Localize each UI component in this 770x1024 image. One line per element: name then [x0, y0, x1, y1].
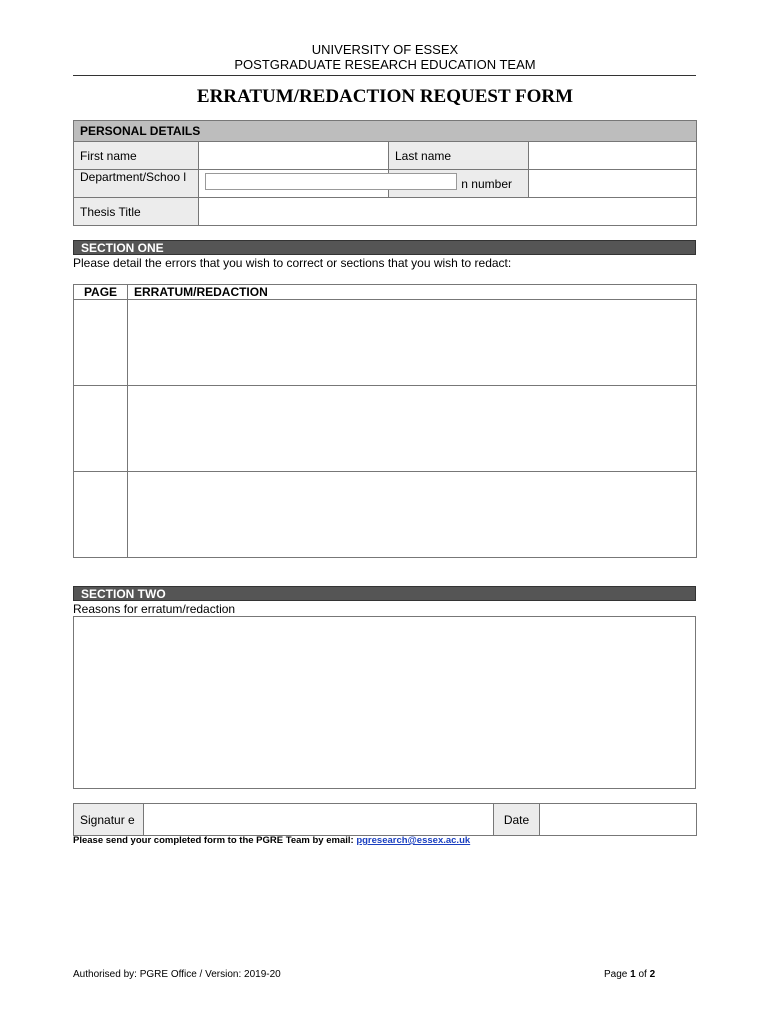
submission-note [73, 835, 470, 846]
header-divider [73, 75, 696, 76]
personal-details-heading: PERSONAL DETAILS [74, 121, 697, 142]
reasons-textarea[interactable] [73, 616, 696, 789]
section-two-instructions: Reasons for erratum/redaction [73, 602, 236, 616]
thesis-title-field[interactable] [199, 198, 697, 226]
page-prefix: Page [604, 969, 631, 980]
email-link[interactable]: pgresearch@essex.ac.uk [356, 835, 471, 846]
signature-field[interactable] [144, 804, 494, 836]
form-title: ERRATUM/REDACTION REQUEST FORM [196, 86, 574, 107]
department-label: Department/Schoo l [74, 170, 199, 198]
page-cell[interactable] [74, 472, 128, 558]
first-name-field[interactable] [199, 142, 389, 170]
institution-name: UNIVERSITY OF ESSEX [311, 42, 459, 57]
erratum-table [73, 284, 697, 558]
page-of: of [635, 969, 650, 980]
footer-authorised: Authorised by: PGRE Office / Version: 2019-20 [73, 969, 281, 980]
page-current: 1 [630, 969, 636, 980]
section-one-heading: SECTION ONE [73, 240, 696, 255]
page-indicator [604, 969, 655, 980]
page-column-header: PAGE [74, 285, 128, 300]
section-one-instructions: Please detail the errors that you wish to correct or sections that you wish to redact: [73, 256, 512, 270]
team-name: POSTGRADUATE RESEARCH EDUCATION TEAM [234, 57, 536, 72]
erratum-cell[interactable] [128, 300, 697, 386]
department-input[interactable] [205, 173, 457, 190]
erratum-column-header: ERRATUM/REDACTION [128, 285, 697, 300]
page-cell[interactable] [74, 300, 128, 386]
erratum-cell[interactable] [128, 472, 697, 558]
last-name-field[interactable] [529, 142, 697, 170]
date-field[interactable] [540, 804, 697, 836]
last-name-label: Last name [389, 142, 529, 170]
signature-table [73, 803, 697, 836]
thesis-title-label: Thesis Title [74, 198, 199, 226]
signature-label: Signatur e [74, 804, 144, 836]
registration-number-label: n number [389, 170, 529, 198]
submission-text: Please send your completed form to the PGRE Team by email: [73, 835, 357, 846]
section-two-heading: SECTION TWO [73, 586, 696, 601]
page-total: 2 [649, 969, 656, 980]
page-cell[interactable] [74, 386, 128, 472]
erratum-cell[interactable] [128, 386, 697, 472]
first-name-label: First name [74, 142, 199, 170]
date-label: Date [494, 804, 540, 836]
registration-number-field[interactable] [529, 170, 697, 198]
